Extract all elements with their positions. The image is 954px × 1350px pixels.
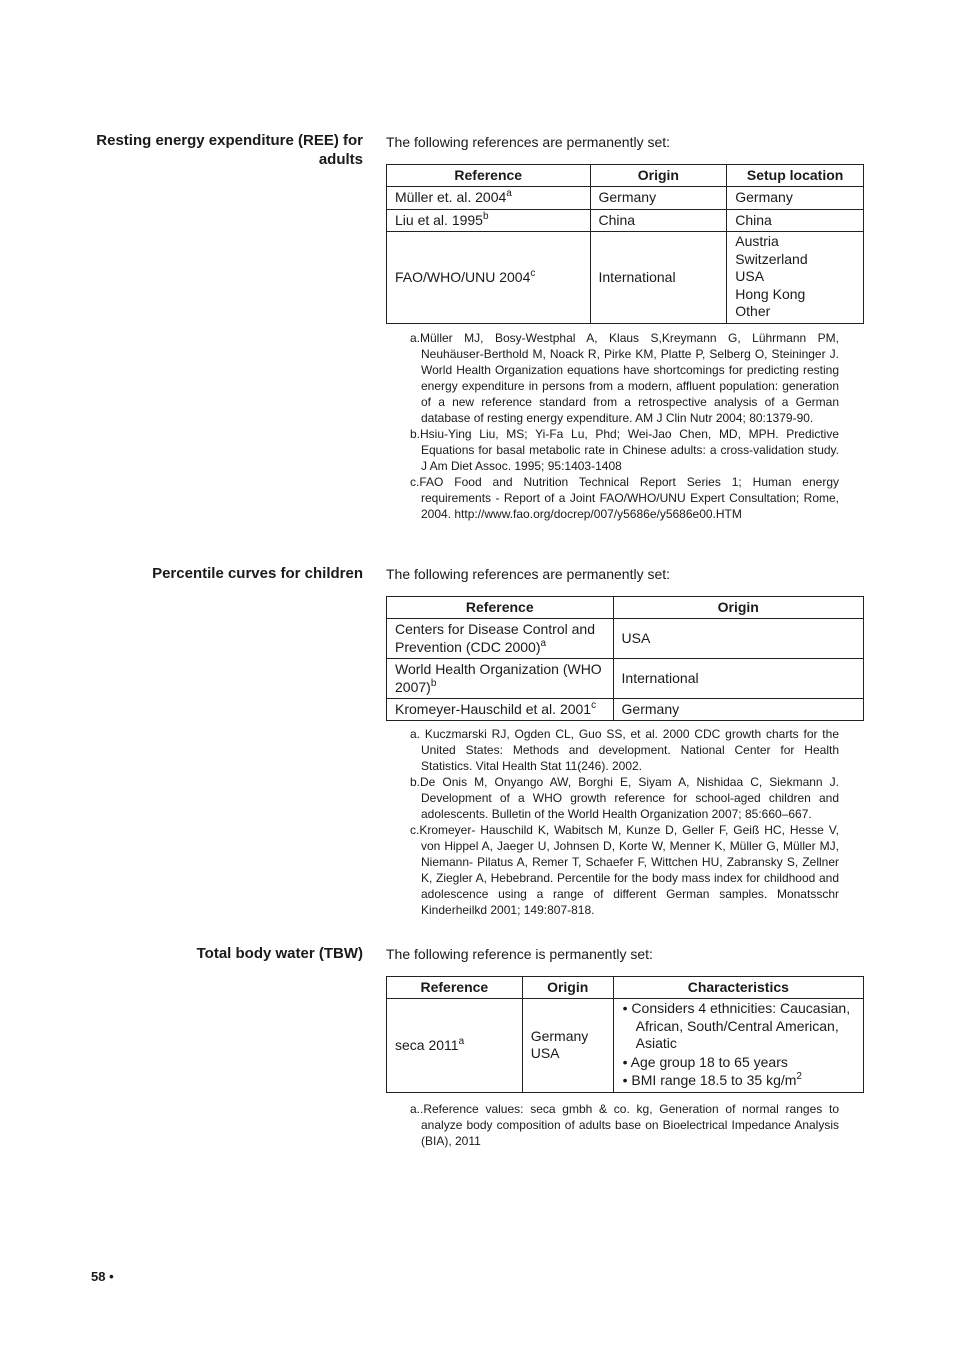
tbw-intro: The following reference is permanently set: [386,946,653,962]
percentile-cell-origin: International [613,659,863,699]
footnote: c.Kromeyer- Hauschild K, Wabitsch M, Kunze D, Geller F, Geiß HC, Hesse V, von Hippel A, Jaeger U, Johnsen D, Korte W, Menner K, Müller G, Müller MJ, Niemann- Pilatus A, Remer T, Schaefer F, Wittchen HU, Zabransky S, Zellner K, Ziegler A, Hebebrand. Percentile for the body mass index for childhood and adolescence using a range of different German samples. Monatsschr Kinderheilkd 2001; 149:807-818. [410,823,839,917]
reference-text: Müller et. al. 2004 [395,189,507,206]
percentile-cell-origin: Germany [613,699,863,721]
ree-cell-location-list [727,232,864,324]
footnote-marker: c [591,699,597,711]
ree-footnotes [410,330,839,522]
ree-cell-location: China [727,210,864,232]
characteristics-list [623,1000,861,1090]
percentile-header-row [387,597,864,619]
footnote: a..Reference values: seca gmbh & co. kg, Generation of normal ranges to analyze body composition of adults base on Bioelectrical Impedance Analysis (BIA), 2011 [410,1102,839,1148]
footnote: a. Kuczmarski RJ, Ogden CL, Guo SS, et al. 2000 CDC growth charts for the United States: Methods and development. National Center for Health Statistics. Vital Health Stat 11(246). 2002. [410,727,839,773]
characteristic-item [623,1072,861,1090]
percentile-cell-origin: USA [613,619,863,659]
origin-item: USA [530,1045,560,1062]
characteristic-item: • Age group 18 to 65 years [622,1053,788,1070]
tbw-header-row [387,977,864,999]
location-item: USA [735,268,765,284]
percentile-footnotes [410,726,839,918]
table-row [387,699,864,721]
footnote: c.FAO Food and Nutrition Technical Report Series 1; Human energy requirements - Report of a Joint FAO/WHO/UNU Expert Consultation; Rome, 2004. http://www.fao.org/docrep/007/y5686e/y5686e00.HTM [410,475,839,521]
location-item: Switzerland [735,250,808,267]
ree-intro: The following references are permanently set: [386,134,671,150]
location-item: Austria [735,233,779,249]
table-row [387,659,864,699]
superscript: 2 [796,1071,802,1082]
table-row [387,232,864,324]
footnote-marker: c [530,267,536,279]
ree-heading: Resting energy expenditure (REE) for adults [96,132,363,168]
reference-text: seca 2011 [395,1036,459,1053]
reference-text: World Health Organization (WHO 2007) [395,661,602,695]
footnote: a.Müller MJ, Bosy-Westphal A, Klaus S,Kreymann G, Lührmann PM, Neuhäuser-Berthold M, Noack R, Pirke KM, Platte P, Selberg O, Steininger J. World Health Organization equations have shortcomings for predicting resting energy expenditure in persons from a modern, affluent population: generation of a new reference standard from a retrospective analysis of a German database of resting energy expenditure. AM J Clin Nutr 2004; 80:1379-90. [410,331,839,425]
percentile-heading: Percentile curves for children [152,565,363,582]
footnote-marker: a [540,637,547,649]
ree-cell-origin: International [590,232,727,324]
percentile-header-origin: Origin [613,597,863,619]
tbw-header-reference: Reference [387,977,523,999]
reference-text: Liu et al. 1995 [395,211,483,228]
table-row [387,187,864,210]
ree-header-origin: Origin [590,165,727,187]
ree-cell-reference [387,232,591,324]
ree-cell-reference [387,187,591,210]
ree-cell-origin: Germany [590,187,727,210]
page-number: 58 • [91,1269,114,1284]
ree-cell-location: Germany [727,187,864,210]
location-item: Other [735,303,771,319]
footnote: b.Hsiu-Ying Liu, MS; Yi-Fa Lu, Phd; Wei-Jao Chen, MD, MPH. Predictive Equations for basal metabolic rate in Chinese adults: a cross-validation study. J Am Diet Assoc. 1995; 95:1403-1408 [410,427,839,473]
bmi-text: • BMI range 18.5 to 35 kg/m [622,1072,797,1088]
table-row [387,210,864,232]
tbw-header-characteristics: Characteristics [613,977,863,999]
footnote-marker: a [458,1035,465,1047]
percentile-header-reference: Reference [387,597,614,619]
reference-text: Centers for Disease Control and Prevention (CDC 2000) [395,621,595,655]
ree-header-row [387,165,864,187]
table-row [387,619,864,659]
percentile-cell-reference [387,619,614,659]
percentile-table [386,596,864,721]
tbw-cell-characteristics [613,999,863,1093]
ree-header-setup-location: Setup location [727,165,864,187]
tbw-header-origin: Origin [522,977,613,999]
origin-item: Germany [530,1027,589,1044]
reference-text: FAO/WHO/UNU 2004 [395,268,531,285]
ree-cell-origin: China [590,210,727,232]
table-row [387,999,864,1093]
footnote: b.De Onis M, Onyango AW, Borghi E, Siyam A, Nishidaa C, Siekmann J. Development of a WHO growth reference for school-aged children and adolescents. Bulletin of the World Health Organization 2007; 85:660–667. [410,775,839,821]
footnote-marker: b [430,677,437,689]
characteristic-item: • Considers 4 ethnicities: Caucasian, African, South/Central American, Asiatic [622,1000,851,1051]
ree-table [386,164,864,324]
tbw-heading: Total body water (TBW) [196,945,363,962]
percentile-intro: The following references are permanently set: [386,566,671,582]
ree-header-reference: Reference [387,165,591,187]
tbw-footnotes [410,1101,839,1149]
footnote-marker: b [482,210,489,222]
percentile-cell-reference [387,699,614,721]
ree-cell-reference [387,210,591,232]
tbw-cell-origin [522,999,613,1093]
location-item: Hong Kong [735,285,806,302]
percentile-cell-reference [387,659,614,699]
tbw-cell-reference [387,999,523,1093]
tbw-table [386,976,864,1093]
footnote-marker: a [506,188,512,200]
reference-text: Kromeyer-Hauschild et al. 2001 [395,700,592,717]
